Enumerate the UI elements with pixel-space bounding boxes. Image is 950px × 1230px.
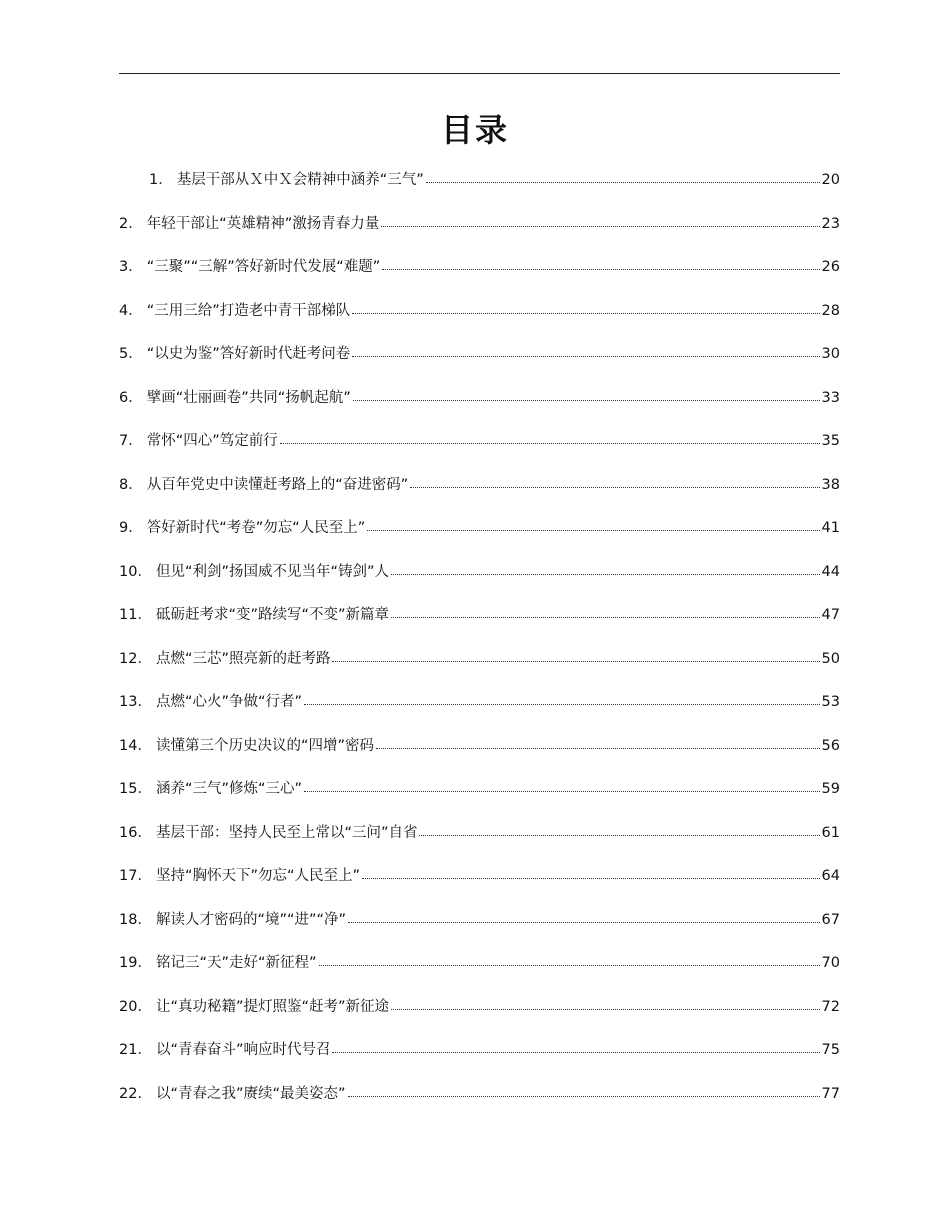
toc-entry-page: 59 — [821, 781, 840, 797]
toc-leader-dots — [348, 910, 820, 924]
toc-entry-title: 点燃“心火”争做“行者” — [155, 694, 303, 710]
toc-entry-number: 14． — [119, 737, 152, 754]
toc-leader-dots — [362, 866, 820, 880]
toc-entry-number: 5． — [119, 346, 143, 362]
toc-list — [119, 170, 840, 1127]
toc-entry-number: 13． — [119, 694, 152, 710]
toc-entry-number: 8． — [119, 476, 143, 493]
toc-entry-title: 常怀“四心”笃定前行 — [146, 433, 278, 449]
header-rule — [119, 73, 840, 74]
toc-entry-title: 基层干部从Ｘ中Ｘ会精神中涵养“三气” — [176, 172, 424, 188]
toc-leader-dots — [410, 475, 819, 489]
toc-entry-page: 41 — [821, 520, 840, 536]
toc-entry-title: “三聚”“三解”答好新时代发展“难题” — [146, 259, 381, 275]
toc-leader-dots — [353, 388, 820, 402]
toc-entry-title: 让“真功秘籍”提灯照鉴“赶考”新征途 — [155, 998, 389, 1015]
toc-entry[interactable] — [119, 518, 840, 562]
toc-leader-dots — [376, 736, 820, 750]
toc-entry-page: 44 — [821, 563, 840, 580]
toc-entry[interactable] — [119, 605, 840, 649]
toc-entry[interactable] — [119, 692, 840, 736]
toc-entry-title: “三用三给”打造老中青干部梯队 — [146, 302, 351, 319]
toc-entry-page: 70 — [821, 955, 840, 971]
toc-entry[interactable] — [119, 1084, 840, 1128]
toc-entry-title: 答好新时代“考卷”勿忘“人民至上” — [146, 520, 366, 536]
toc-entry-page: 35 — [821, 433, 840, 449]
toc-entry[interactable] — [119, 301, 840, 345]
toc-entry-page: 56 — [821, 737, 840, 754]
toc-leader-dots — [348, 1084, 820, 1098]
toc-entry[interactable] — [119, 649, 840, 693]
toc-entry-number: 12． — [119, 650, 152, 667]
toc-entry-page: 30 — [821, 346, 840, 362]
toc-entry-number: 19． — [119, 955, 152, 971]
toc-entry-page: 33 — [821, 389, 840, 406]
toc-entry-title: 擘画“壮丽画卷”共同“扬帆起航” — [146, 389, 351, 406]
toc-entry-number: 6． — [119, 389, 143, 406]
toc-entry-title: 砥砺赶考求“变”路续写“不变”新篇章 — [155, 607, 389, 623]
toc-entry-title: 以“青春奋斗”响应时代号召 — [155, 1042, 331, 1058]
toc-entry-number: 2． — [119, 215, 143, 232]
toc-leader-dots — [280, 431, 820, 445]
toc-entry-title: 年轻干部让“英雄精神”激扬青春力量 — [146, 215, 380, 232]
toc-entry[interactable] — [119, 344, 840, 388]
toc-entry[interactable] — [119, 823, 840, 867]
toc-entry-number: 20． — [119, 998, 152, 1015]
toc-entry-page: 64 — [821, 868, 840, 884]
toc-entry[interactable] — [119, 779, 840, 823]
toc-entry-number: 3． — [119, 259, 143, 275]
toc-entry[interactable] — [119, 997, 840, 1041]
toc-entry-number: 7． — [119, 433, 143, 449]
toc-entry-number: 22． — [119, 1085, 152, 1102]
toc-entry-page: 26 — [821, 259, 840, 275]
toc-entry[interactable] — [119, 910, 840, 954]
toc-leader-dots — [391, 605, 820, 619]
toc-entry-title: 涵养“三气”修炼“三心” — [155, 781, 303, 797]
toc-entry-page: 50 — [821, 650, 840, 667]
toc-leader-dots — [332, 1040, 819, 1054]
toc-entry-page: 28 — [821, 302, 840, 319]
toc-entry-title: 点燃“三芯”照亮新的赶考路 — [155, 650, 331, 667]
toc-leader-dots — [381, 214, 819, 228]
toc-entry-number: 11． — [119, 607, 152, 623]
toc-entry-number: 4． — [119, 302, 143, 319]
toc-leader-dots — [391, 562, 820, 576]
toc-entry[interactable] — [119, 953, 840, 997]
toc-entry-number: 18． — [119, 911, 152, 928]
toc-entry-page: 38 — [821, 476, 840, 493]
toc-entry[interactable] — [119, 1040, 840, 1084]
toc-entry-title: 坚持“胸怀天下”勿忘“人民至上” — [155, 868, 360, 884]
toc-entry[interactable] — [119, 388, 840, 432]
toc-entry[interactable] — [119, 214, 840, 258]
toc-leader-dots — [304, 779, 820, 793]
toc-entry-page: 23 — [821, 215, 840, 232]
toc-leader-dots — [304, 692, 820, 706]
toc-leader-dots — [391, 997, 820, 1011]
toc-entry-title: 解读人才密码的“境”“进”“净” — [155, 911, 347, 928]
toc-entry-page: 77 — [821, 1085, 840, 1102]
toc-entry-number: 21． — [119, 1042, 152, 1058]
toc-entry-page: 47 — [821, 607, 840, 623]
page-title: 目录 — [440, 111, 509, 149]
toc-leader-dots — [419, 823, 819, 837]
toc-entry-number: 10． — [119, 563, 152, 580]
toc-entry[interactable] — [119, 257, 840, 301]
toc-leader-dots — [332, 649, 819, 663]
toc-entry[interactable] — [119, 170, 840, 214]
toc-entry-page: 53 — [821, 694, 840, 710]
toc-entry[interactable] — [119, 475, 840, 519]
toc-entry-number: 9． — [119, 520, 143, 536]
toc-leader-dots — [426, 170, 820, 184]
toc-entry-title: “以史为鉴”答好新时代赶考问卷 — [146, 346, 351, 362]
toc-entry-title: 以“青春之我”赓续“最美姿态” — [155, 1085, 346, 1102]
toc-leader-dots — [352, 301, 819, 315]
toc-entry-page: 20 — [821, 172, 840, 188]
toc-entry[interactable] — [119, 736, 840, 780]
toc-entry-page: 61 — [821, 824, 840, 841]
toc-entry-title: 铭记三“天”走好“新征程” — [155, 955, 317, 971]
toc-leader-dots — [367, 518, 819, 532]
toc-leader-dots — [319, 953, 820, 967]
toc-leader-dots — [352, 344, 819, 358]
toc-leader-dots — [382, 257, 819, 271]
toc-entry[interactable] — [119, 866, 840, 910]
toc-entry[interactable] — [119, 431, 840, 475]
toc-entry-title: 读懂第三个历史决议的“四增”密码 — [155, 737, 374, 754]
toc-entry-number: 15． — [119, 781, 152, 797]
toc-entry-title: 基层干部：坚持人民至上常以“三问”自省 — [155, 824, 418, 841]
toc-entry[interactable] — [119, 562, 840, 606]
toc-entry-number: 17． — [119, 868, 152, 884]
toc-entry-page: 72 — [821, 998, 840, 1015]
toc-entry-number: 1． — [149, 172, 173, 188]
toc-entry-page: 75 — [821, 1042, 840, 1058]
toc-entry-page: 67 — [821, 911, 840, 928]
toc-entry-number: 16． — [119, 824, 152, 841]
toc-entry-title: 但见“利剑”扬国威不见当年“铸剑”人 — [155, 563, 389, 580]
toc-entry-title: 从百年党史中读懂赶考路上的“奋进密码” — [146, 476, 409, 493]
